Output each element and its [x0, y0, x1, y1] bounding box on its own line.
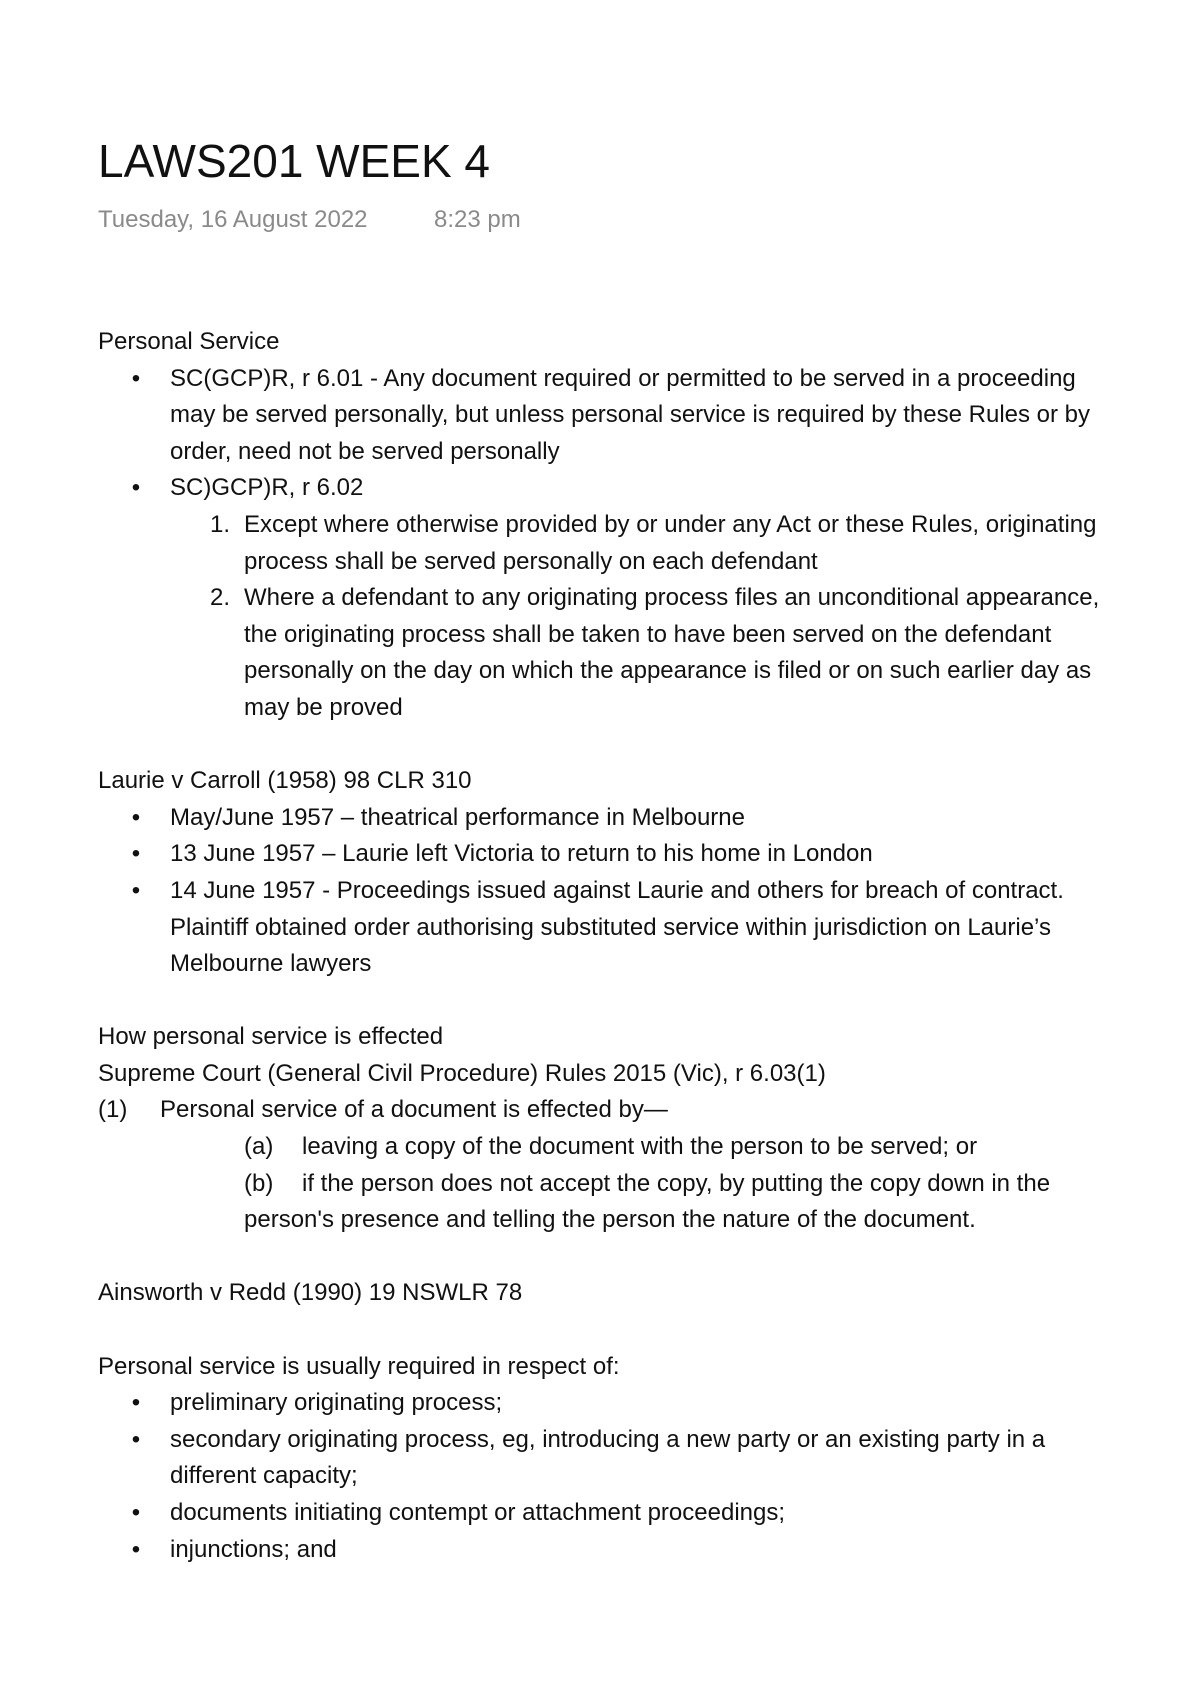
section-heading-personal-service: Personal Service — [98, 328, 280, 355]
bullet-icon: • — [131, 1389, 141, 1417]
sub-paragraph-b — [98, 1166, 1118, 1239]
list-item — [98, 1422, 1118, 1495]
paragraph-text: Personal service of a document is effected by— — [160, 1096, 668, 1124]
list-item-text: SC(GCP)R, r 6.01 - Any document required or permitted to be served in a proceeding may be served personally, but unless personal service is required by these Rules or by order, need not be served personally — [170, 364, 1091, 465]
list-item-text: 13 June 1957 – Laurie left Victoria to return to his home in London — [170, 840, 873, 868]
page-time: 8:23 pm — [434, 206, 521, 233]
bullet-icon: • — [131, 876, 141, 904]
section-heading-required: Personal service is usually required in respect of: — [98, 1352, 620, 1380]
numbered-item — [98, 580, 1118, 726]
list-item — [98, 1385, 1118, 1422]
list-item-text: injunctions; and — [170, 1535, 337, 1563]
list-item-text: secondary originating process, eg, introducing a new party or an existing party in a different capacity; — [170, 1425, 1046, 1490]
page-date: Tuesday, 16 August 2022 — [98, 206, 368, 233]
list-item-text: 14 June 1957 - Proceedings issued against Laurie and others for breach of contract. Plaintiff obtained order authorising substituted service within jurisdiction on Laurie’s Melbourne lawyers — [170, 876, 1064, 978]
bullet-icon: • — [131, 364, 141, 392]
bullet-icon: • — [131, 1499, 141, 1526]
list-item-text: documents initiating contempt or attachment proceedings; — [170, 1499, 786, 1526]
sub-paragraph-label: (b) — [244, 1169, 274, 1197]
sub-paragraph-text: leaving a copy of the document with the person to be served; or — [302, 1133, 978, 1161]
list-item — [98, 1495, 1118, 1532]
list-item — [98, 470, 1118, 507]
list-item — [98, 1532, 1118, 1569]
page-content — [98, 324, 1118, 1568]
bullet-icon: • — [131, 803, 141, 831]
bullet-icon: • — [131, 840, 141, 868]
spacer — [98, 1312, 1118, 1349]
spacer — [98, 727, 1118, 764]
list-item — [98, 873, 1118, 983]
item-number: 1. — [209, 510, 230, 538]
list-item — [98, 836, 1118, 873]
list-item — [98, 361, 1118, 471]
item-number: 2. — [209, 584, 230, 612]
section-heading-effected: How personal service is effected — [98, 1023, 444, 1051]
list-item-text: SC)GCP)R, r 6.02 — [170, 474, 364, 502]
section-heading-laurie: Laurie v Carroll (1958) 98 CLR 310 — [98, 767, 472, 795]
page-title: LAWS201 WEEK 4 — [98, 135, 491, 187]
section-heading-ainsworth: Ainsworth v Redd (1990) 19 NSWLR 78 — [98, 1279, 523, 1307]
numbered-item — [98, 507, 1118, 580]
spacer — [98, 1239, 1118, 1276]
bullet-icon: • — [131, 1535, 141, 1563]
list-item-text: preliminary originating process; — [170, 1389, 503, 1417]
sub-paragraph-a — [98, 1129, 1118, 1166]
sub-paragraph-text: if the person does not accept the copy, by putting the copy down in the person's presence and telling the person the nature of the document. — [244, 1169, 1051, 1234]
bullet-icon: • — [131, 1425, 141, 1453]
item-text: Except where otherwise provided by or under any Act or these Rules, originating process shall be served personally on each defendant — [244, 510, 1097, 575]
rule-paragraph — [98, 1092, 1118, 1129]
rule-citation: Supreme Court (General Civil Procedure) Rules 2015 (Vic), r 6.03(1) — [98, 1059, 826, 1087]
page-meta — [98, 206, 521, 234]
item-text: Where a defendant to any originating process files an unconditional appearance, the originating process shall be taken to have been served on the defendant personally on the day on which the appearance is filed or on such earlier day as may be proved — [244, 584, 1100, 721]
list-item-text: May/June 1957 – theatrical performance in Melbourne — [170, 803, 745, 831]
list-item — [98, 800, 1118, 837]
paragraph-number: (1) — [98, 1096, 128, 1124]
spacer — [98, 983, 1118, 1020]
bullet-icon: • — [131, 474, 141, 502]
sub-paragraph-label: (a) — [244, 1133, 274, 1161]
